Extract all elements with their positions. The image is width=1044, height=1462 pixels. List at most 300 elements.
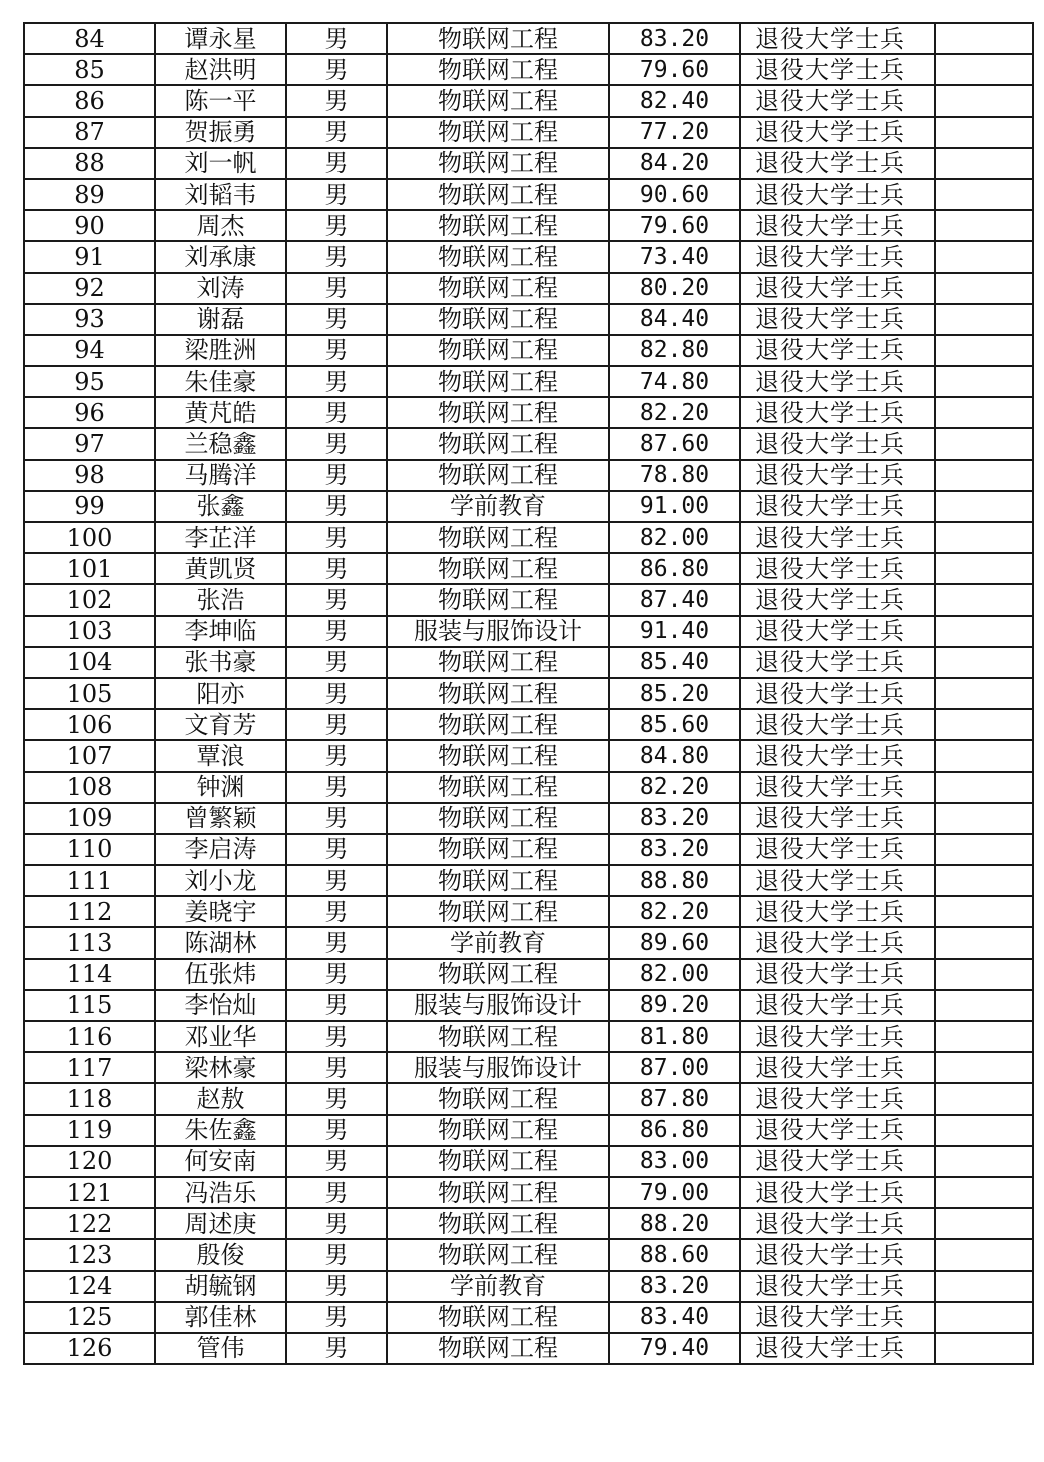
gender-cell: 男 [286,148,387,179]
row-number-cell: 91 [24,241,155,272]
score-cell: 90.60 [609,179,740,210]
major-cell: 物联网工程 [387,1083,609,1114]
note-cell [935,1177,1033,1208]
row-number-cell: 115 [24,990,155,1021]
major-cell: 物联网工程 [387,54,609,85]
category-cell: 退役大学士兵 [740,491,935,522]
gender-cell: 男 [286,553,387,584]
name-cell: 张书豪 [155,647,286,678]
row-number-cell: 123 [24,1239,155,1270]
row-number-cell: 109 [24,803,155,834]
gender-cell: 男 [286,179,387,210]
table-row [24,1021,1033,1052]
score-cell: 81.80 [609,1021,740,1052]
gender-cell: 男 [286,1239,387,1270]
gender-cell: 男 [286,834,387,865]
major-cell: 物联网工程 [387,117,609,148]
gender-cell: 男 [286,85,387,116]
gender-cell: 男 [286,1021,387,1052]
name-cell: 贺振勇 [155,117,286,148]
score-cell: 83.20 [609,803,740,834]
name-cell: 覃浪 [155,740,286,771]
gender-cell: 男 [286,1177,387,1208]
score-cell: 82.20 [609,772,740,803]
score-cell: 83.20 [609,834,740,865]
note-cell [935,553,1033,584]
category-cell: 退役大学士兵 [740,834,935,865]
score-cell: 73.40 [609,241,740,272]
gender-cell: 男 [286,304,387,335]
table-row [24,1177,1033,1208]
table-row [24,428,1033,459]
score-cell: 82.20 [609,397,740,428]
category-cell: 退役大学士兵 [740,865,935,896]
score-cell: 79.60 [609,210,740,241]
category-cell: 退役大学士兵 [740,148,935,179]
major-cell: 物联网工程 [387,1208,609,1239]
gender-cell: 男 [286,1302,387,1333]
major-cell: 物联网工程 [387,584,609,615]
score-cell: 84.40 [609,304,740,335]
row-number-cell: 85 [24,54,155,85]
name-cell: 马腾洋 [155,460,286,491]
name-cell: 兰稳鑫 [155,428,286,459]
name-cell: 刘涛 [155,273,286,304]
name-cell: 邓业华 [155,1021,286,1052]
gender-cell: 男 [286,54,387,85]
score-cell: 88.80 [609,865,740,896]
row-number-cell: 96 [24,397,155,428]
name-cell: 周杰 [155,210,286,241]
row-number-cell: 113 [24,927,155,958]
note-cell [935,803,1033,834]
gender-cell: 男 [286,616,387,647]
gender-cell: 男 [286,273,387,304]
note-cell [935,85,1033,116]
major-cell: 物联网工程 [387,1115,609,1146]
category-cell: 退役大学士兵 [740,522,935,553]
note-cell [935,304,1033,335]
row-number-cell: 106 [24,709,155,740]
score-cell: 84.20 [609,148,740,179]
table-row [24,803,1033,834]
gender-cell: 男 [286,647,387,678]
row-number-cell: 97 [24,428,155,459]
note-cell [935,834,1033,865]
row-number-cell: 104 [24,647,155,678]
gender-cell: 男 [286,428,387,459]
row-number-cell: 110 [24,834,155,865]
major-cell: 物联网工程 [387,1177,609,1208]
category-cell: 退役大学士兵 [740,1052,935,1083]
major-cell: 物联网工程 [387,335,609,366]
major-cell: 服装与服饰设计 [387,1052,609,1083]
note-cell [935,1083,1033,1114]
category-cell: 退役大学士兵 [740,210,935,241]
major-cell: 学前教育 [387,491,609,522]
note-cell [935,241,1033,272]
category-cell: 退役大学士兵 [740,23,935,54]
major-cell: 物联网工程 [387,803,609,834]
note-cell [935,366,1033,397]
score-cell: 87.60 [609,428,740,459]
gender-cell: 男 [286,1208,387,1239]
gender-cell: 男 [286,241,387,272]
category-cell: 退役大学士兵 [740,335,935,366]
table-row [24,148,1033,179]
major-cell: 物联网工程 [387,865,609,896]
name-cell: 曾繁颖 [155,803,286,834]
score-cell: 87.00 [609,1052,740,1083]
row-number-cell: 108 [24,772,155,803]
row-number-cell: 89 [24,179,155,210]
name-cell: 谭永星 [155,23,286,54]
score-cell: 82.40 [609,85,740,116]
gender-cell: 男 [286,678,387,709]
gender-cell: 男 [286,927,387,958]
note-cell [935,678,1033,709]
category-cell: 退役大学士兵 [740,616,935,647]
row-number-cell: 92 [24,273,155,304]
name-cell: 张浩 [155,584,286,615]
name-cell: 朱佳豪 [155,366,286,397]
gender-cell: 男 [286,491,387,522]
table-row [24,1052,1033,1083]
score-cell: 86.80 [609,553,740,584]
category-cell: 退役大学士兵 [740,647,935,678]
table-row [24,491,1033,522]
table-row [24,241,1033,272]
note-cell [935,397,1033,428]
table-row [24,54,1033,85]
row-number-cell: 107 [24,740,155,771]
score-cell: 83.00 [609,1146,740,1177]
name-cell: 管伟 [155,1333,286,1364]
name-cell: 赵洪明 [155,54,286,85]
name-cell: 刘一帆 [155,148,286,179]
table-row [24,304,1033,335]
note-cell [935,1208,1033,1239]
row-number-cell: 103 [24,616,155,647]
gender-cell: 男 [286,740,387,771]
name-cell: 李坤临 [155,616,286,647]
row-number-cell: 100 [24,522,155,553]
roster-table [23,22,1034,1365]
name-cell: 黄芃皓 [155,397,286,428]
note-cell [935,148,1033,179]
table-row [24,740,1033,771]
category-cell: 退役大学士兵 [740,273,935,304]
name-cell: 刘承康 [155,241,286,272]
major-cell: 物联网工程 [387,304,609,335]
major-cell: 服装与服饰设计 [387,616,609,647]
major-cell: 物联网工程 [387,834,609,865]
category-cell: 退役大学士兵 [740,1115,935,1146]
gender-cell: 男 [286,210,387,241]
row-number-cell: 105 [24,678,155,709]
name-cell: 胡毓钢 [155,1271,286,1302]
note-cell [935,959,1033,990]
table-row [24,179,1033,210]
category-cell: 退役大学士兵 [740,990,935,1021]
table-row [24,1333,1033,1364]
category-cell: 退役大学士兵 [740,1333,935,1364]
table-row [24,1208,1033,1239]
row-number-cell: 121 [24,1177,155,1208]
row-number-cell: 117 [24,1052,155,1083]
score-cell: 83.40 [609,1302,740,1333]
row-number-cell: 93 [24,304,155,335]
row-number-cell: 98 [24,460,155,491]
category-cell: 退役大学士兵 [740,959,935,990]
major-cell: 物联网工程 [387,522,609,553]
row-number-cell: 88 [24,148,155,179]
row-number-cell: 86 [24,85,155,116]
score-cell: 89.60 [609,927,740,958]
score-cell: 77.20 [609,117,740,148]
score-cell: 88.60 [609,1239,740,1270]
score-cell: 85.20 [609,678,740,709]
note-cell [935,428,1033,459]
table-row [24,584,1033,615]
score-cell: 83.20 [609,23,740,54]
category-cell: 退役大学士兵 [740,553,935,584]
major-cell: 物联网工程 [387,1302,609,1333]
category-cell: 退役大学士兵 [740,803,935,834]
score-cell: 82.20 [609,896,740,927]
category-cell: 退役大学士兵 [740,366,935,397]
score-cell: 84.80 [609,740,740,771]
gender-cell: 男 [286,959,387,990]
score-cell: 85.60 [609,709,740,740]
score-cell: 91.00 [609,491,740,522]
major-cell: 物联网工程 [387,1146,609,1177]
category-cell: 退役大学士兵 [740,428,935,459]
score-cell: 78.80 [609,460,740,491]
table-row [24,927,1033,958]
major-cell: 物联网工程 [387,366,609,397]
name-cell: 钟渊 [155,772,286,803]
table-row [24,1146,1033,1177]
row-number-cell: 114 [24,959,155,990]
score-cell: 85.40 [609,647,740,678]
name-cell: 姜晓宇 [155,896,286,927]
category-cell: 退役大学士兵 [740,1302,935,1333]
note-cell [935,647,1033,678]
name-cell: 陈一平 [155,85,286,116]
gender-cell: 男 [286,23,387,54]
note-cell [935,1302,1033,1333]
note-cell [935,1239,1033,1270]
table-row [24,117,1033,148]
gender-cell: 男 [286,335,387,366]
note-cell [935,23,1033,54]
score-cell: 82.00 [609,959,740,990]
note-cell [935,896,1033,927]
major-cell: 物联网工程 [387,148,609,179]
name-cell: 伍张炜 [155,959,286,990]
name-cell: 陈湖林 [155,927,286,958]
gender-cell: 男 [286,1052,387,1083]
major-cell: 物联网工程 [387,709,609,740]
gender-cell: 男 [286,1271,387,1302]
category-cell: 退役大学士兵 [740,1208,935,1239]
note-cell [935,990,1033,1021]
name-cell: 刘韬韦 [155,179,286,210]
row-number-cell: 99 [24,491,155,522]
table-row [24,210,1033,241]
row-number-cell: 126 [24,1333,155,1364]
category-cell: 退役大学士兵 [740,117,935,148]
table-row [24,959,1033,990]
gender-cell: 男 [286,803,387,834]
category-cell: 退役大学士兵 [740,1146,935,1177]
major-cell: 物联网工程 [387,896,609,927]
row-number-cell: 122 [24,1208,155,1239]
name-cell: 黄凯贤 [155,553,286,584]
note-cell [935,584,1033,615]
table-row [24,1302,1033,1333]
gender-cell: 男 [286,709,387,740]
table-row [24,23,1033,54]
major-cell: 学前教育 [387,927,609,958]
table-row [24,85,1033,116]
note-cell [935,740,1033,771]
name-cell: 郭佳林 [155,1302,286,1333]
score-cell: 87.40 [609,584,740,615]
name-cell: 何安南 [155,1146,286,1177]
score-cell: 79.00 [609,1177,740,1208]
roster-table-body [24,23,1033,1364]
table-row [24,709,1033,740]
category-cell: 退役大学士兵 [740,54,935,85]
major-cell: 物联网工程 [387,553,609,584]
category-cell: 退役大学士兵 [740,740,935,771]
note-cell [935,210,1033,241]
table-row [24,616,1033,647]
row-number-cell: 102 [24,584,155,615]
major-cell: 服装与服饰设计 [387,990,609,1021]
table-row [24,678,1033,709]
score-cell: 82.80 [609,335,740,366]
note-cell [935,709,1033,740]
table-row [24,335,1033,366]
name-cell: 李启涛 [155,834,286,865]
name-cell: 朱佐鑫 [155,1115,286,1146]
category-cell: 退役大学士兵 [740,1239,935,1270]
score-cell: 83.20 [609,1271,740,1302]
note-cell [935,772,1033,803]
name-cell: 梁林豪 [155,1052,286,1083]
major-cell: 物联网工程 [387,273,609,304]
name-cell: 冯浩乐 [155,1177,286,1208]
name-cell: 周述庚 [155,1208,286,1239]
gender-cell: 男 [286,460,387,491]
major-cell: 物联网工程 [387,210,609,241]
name-cell: 谢磊 [155,304,286,335]
note-cell [935,1333,1033,1364]
gender-cell: 男 [286,865,387,896]
score-cell: 91.40 [609,616,740,647]
category-cell: 退役大学士兵 [740,678,935,709]
note-cell [935,117,1033,148]
table-row [24,460,1033,491]
note-cell [935,179,1033,210]
major-cell: 物联网工程 [387,1333,609,1364]
name-cell: 李芷洋 [155,522,286,553]
name-cell: 文育芳 [155,709,286,740]
row-number-cell: 111 [24,865,155,896]
row-number-cell: 94 [24,335,155,366]
category-cell: 退役大学士兵 [740,179,935,210]
score-cell: 74.80 [609,366,740,397]
major-cell: 物联网工程 [387,772,609,803]
note-cell [935,522,1033,553]
name-cell: 刘小龙 [155,865,286,896]
gender-cell: 男 [286,522,387,553]
table-row [24,553,1033,584]
note-cell [935,927,1033,958]
table-row [24,1115,1033,1146]
row-number-cell: 118 [24,1083,155,1114]
table-row [24,896,1033,927]
table-row [24,273,1033,304]
major-cell: 物联网工程 [387,959,609,990]
score-cell: 82.00 [609,522,740,553]
category-cell: 退役大学士兵 [740,896,935,927]
major-cell: 物联网工程 [387,1021,609,1052]
major-cell: 物联网工程 [387,397,609,428]
category-cell: 退役大学士兵 [740,1021,935,1052]
major-cell: 物联网工程 [387,1239,609,1270]
table-row [24,990,1033,1021]
category-cell: 退役大学士兵 [740,927,935,958]
table-row [24,1271,1033,1302]
major-cell: 物联网工程 [387,428,609,459]
gender-cell: 男 [286,584,387,615]
gender-cell: 男 [286,1146,387,1177]
note-cell [935,335,1033,366]
major-cell: 物联网工程 [387,23,609,54]
note-cell [935,1021,1033,1052]
table-row [24,366,1033,397]
category-cell: 退役大学士兵 [740,1177,935,1208]
major-cell: 物联网工程 [387,740,609,771]
category-cell: 退役大学士兵 [740,85,935,116]
name-cell: 赵敖 [155,1083,286,1114]
score-cell: 86.80 [609,1115,740,1146]
note-cell [935,273,1033,304]
category-cell: 退役大学士兵 [740,1271,935,1302]
note-cell [935,1115,1033,1146]
row-number-cell: 101 [24,553,155,584]
gender-cell: 男 [286,117,387,148]
category-cell: 退役大学士兵 [740,772,935,803]
major-cell: 物联网工程 [387,647,609,678]
score-cell: 88.20 [609,1208,740,1239]
table-row [24,1239,1033,1270]
category-cell: 退役大学士兵 [740,1083,935,1114]
table-row [24,834,1033,865]
gender-cell: 男 [286,896,387,927]
gender-cell: 男 [286,397,387,428]
major-cell: 学前教育 [387,1271,609,1302]
note-cell [935,865,1033,896]
score-cell: 87.80 [609,1083,740,1114]
category-cell: 退役大学士兵 [740,584,935,615]
note-cell [935,1052,1033,1083]
category-cell: 退役大学士兵 [740,304,935,335]
